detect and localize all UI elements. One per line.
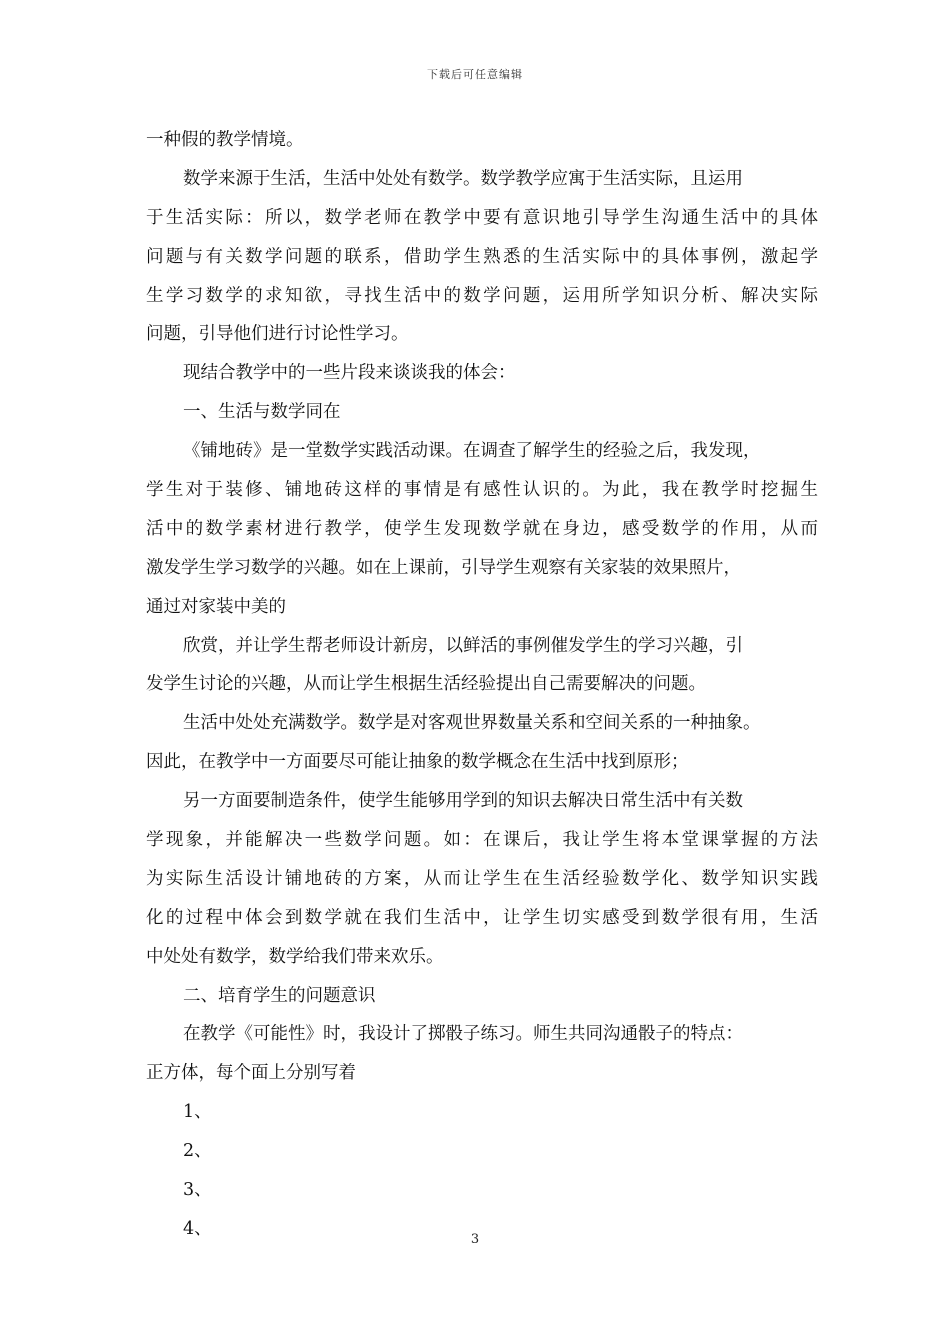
paragraph-first-line: 生活中处处充满数学。数学是对客观世界数量关系和空间关系的一种抽象。 [183,713,761,734]
text-line: 激发学生学习数学的兴趣。如在上课前，引导学生观察有关家装的效果照片， [146,557,741,578]
page-number: 3 [470,1232,480,1247]
paragraph-first-line: 欣赏，并让学生帮老师设计新房，以鲜活的事例催发学生的学习兴趣，引 [183,635,743,656]
section-heading: 一、生活与数学同在 [183,402,341,423]
list-item: 1、 [183,1102,212,1123]
text-line: 问题与有关数学问题的联系，借助学生熟悉的生活实际中的具体事例，激起学 [146,246,818,267]
text-line: 正方体，每个面上分别写着 [146,1063,356,1084]
text-line: 为实际生活设计铺地砖的方案，从而让学生在生活经验数学化、数学知识实践 [146,868,818,889]
section-heading: 二、培育学生的问题意识 [183,985,376,1006]
text-line: 学生对于装修、铺地砖这样的事情是有感性认识的。为此，我在教学时挖掘生 [146,480,818,501]
document-body [146,121,818,1249]
paragraph-first-line: 《铺地砖》是一堂数学实践活动课。在调查了解学生的经验之后，我发现， [183,441,761,462]
paragraph-first-line: 现结合教学中的一些片段来谈谈我的体会： [183,363,516,384]
paragraph-first-line: 数学来源于生活，生活中处处有数学。数学教学应寓于生活实际，且运用 [183,168,743,189]
text-line: 于生活实际：所以，数学老师在教学中要有意识地引导学生沟通生活中的具体 [146,207,818,228]
text-line: 学现象，并能解决一些数学问题。如：在课后，我让学生将本堂课掌握的方法 [146,830,818,851]
list-item: 2、 [183,1141,212,1162]
text-line: 一种假的教学情境。 [146,130,304,150]
page-header: 下载后可任意编辑 [427,68,523,81]
text-line: 问题，引导他们进行讨论性学习。 [146,324,409,345]
text-line: 中处处有数学，数学给我们带来欢乐。 [146,946,444,967]
list-item: 3、 [183,1180,212,1201]
text-line: 因此，在教学中一方面要尽可能让抽象的数学概念在生活中找到原形； [146,752,689,773]
paragraph-first-line: 在教学《可能性》时，我设计了掷骰子练习。师生共同沟通骰子的特点： [183,1024,743,1045]
text-line: 发学生讨论的兴趣，从而让学生根据生活经验提出自己需要解决的问题。 [146,674,706,695]
list-item: 4、 [183,1218,212,1239]
text-line: 化的过程中体会到数学就在我们生活中，让学生切实感受到数学很有用，生活 [146,907,818,928]
paragraph-first-line: 另一方面要制造条件，使学生能够用学到的知识去解决日常生活中有关数 [183,791,743,812]
text-line: 活中的数学素材进行教学，使学生发现数学就在身边，感受数学的作用，从而 [146,518,818,539]
text-line: 通过对家装中美的 [146,596,286,617]
text-line: 生学习数学的求知欲，寻找生活中的数学问题，运用所学知识分析、解决实际 [146,285,818,306]
